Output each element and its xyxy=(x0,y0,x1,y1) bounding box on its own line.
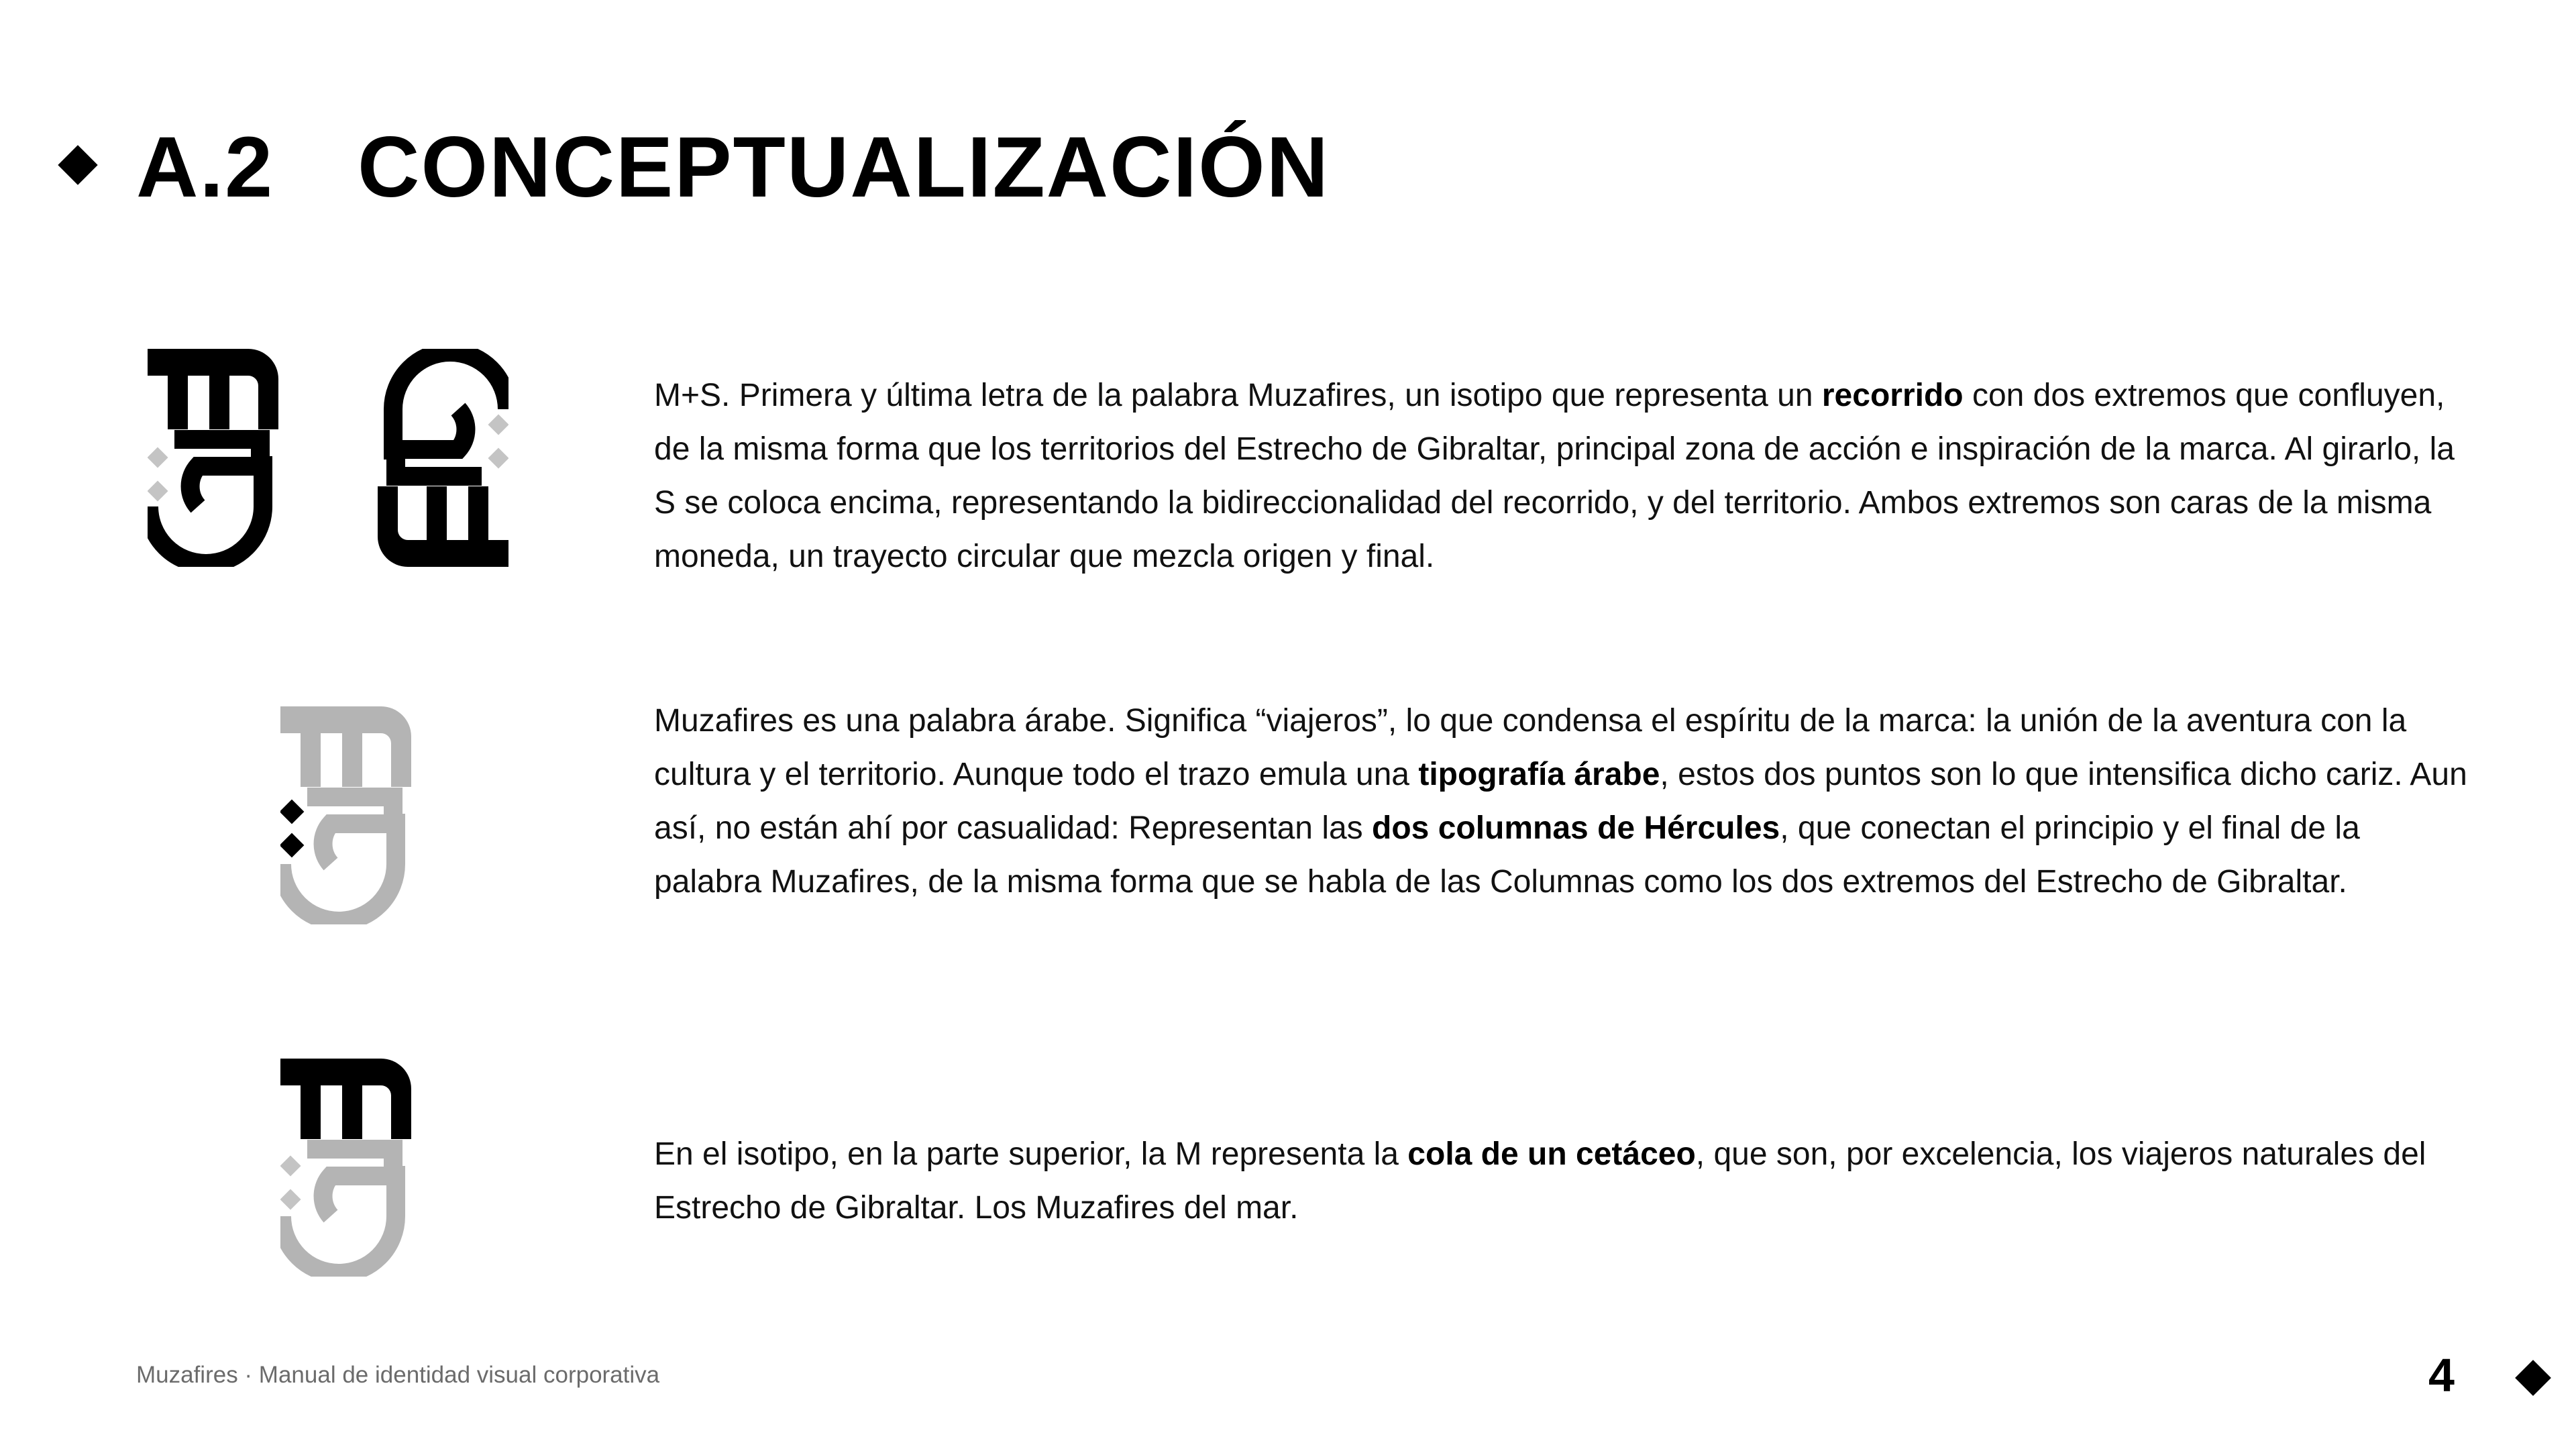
isotype-grey-logo xyxy=(280,706,411,924)
section-code: A.2 xyxy=(136,119,274,215)
page-number: 4 xyxy=(2428,1349,2455,1401)
isotype-whale-tail-logo xyxy=(280,1059,411,1277)
p3-text-1: En el isotipo, en la parte superior, la M representa la xyxy=(654,1136,1408,1172)
p1-bold-recorrido: recorrido xyxy=(1821,378,1964,413)
paragraph-recorrido xyxy=(654,369,2469,584)
isotype-rotated-logo xyxy=(378,349,508,567)
p2-bold-tipografia: tipografía árabe xyxy=(1418,757,1660,792)
title-diamond-icon xyxy=(58,145,97,184)
p2-bold-columnas: dos columnas de Hércules xyxy=(1372,810,1780,846)
corner-diamond-icon xyxy=(2515,1360,2551,1396)
p2-text-1: Muzafires es una palabra árabe. Significa “viajeros”, lo que condensa el espíritu de la marca: la unión de la aventura con la cultura y el territorio. Aunque todo el trazo emula una xyxy=(654,703,2407,792)
p2-text-2: , estos dos puntos son lo que intensifica dicho cariz. Aun así, no están ahí por casualidad: Representan las xyxy=(654,757,2467,846)
p1-text-2: con dos extremos que confluyen, de la misma forma que los territorios del Estrecho de Gibraltar, principal zona de acción e inspiración de la marca. Al girarlo, la S se coloca encima, representando la bidireccionalidad del recorrido, y del territorio. Ambos extremos son caras de la misma moneda, un trayecto circular que mezcla origen y final. xyxy=(654,378,2455,574)
footer-text: Muzafires · Manual de identidad visual corporativa xyxy=(136,1362,660,1388)
page-title xyxy=(136,114,1330,221)
isotype-black-logo xyxy=(148,349,278,567)
p2-text-3: , que conectan el principio y el final de la palabra Muzafires, de la misma forma que se habla de las Columnas como los dos extremos del Estrecho de Gibraltar. xyxy=(654,810,2360,900)
p3-text-2: , que son, por excelencia, los viajeros naturales del Estrecho de Gibraltar. Los Muzafires del mar. xyxy=(654,1136,2426,1226)
paragraph-cetaceo xyxy=(654,1128,2469,1235)
p3-bold-cetaceo: cola de un cetáceo xyxy=(1407,1136,1696,1172)
p1-text-1: M+S. Primera y última letra de la palabra Muzafires, un isotipo que representa un xyxy=(654,378,1822,413)
paragraph-arabic-word xyxy=(654,694,2469,909)
section-title: CONCEPTUALIZACIÓN xyxy=(358,119,1330,215)
